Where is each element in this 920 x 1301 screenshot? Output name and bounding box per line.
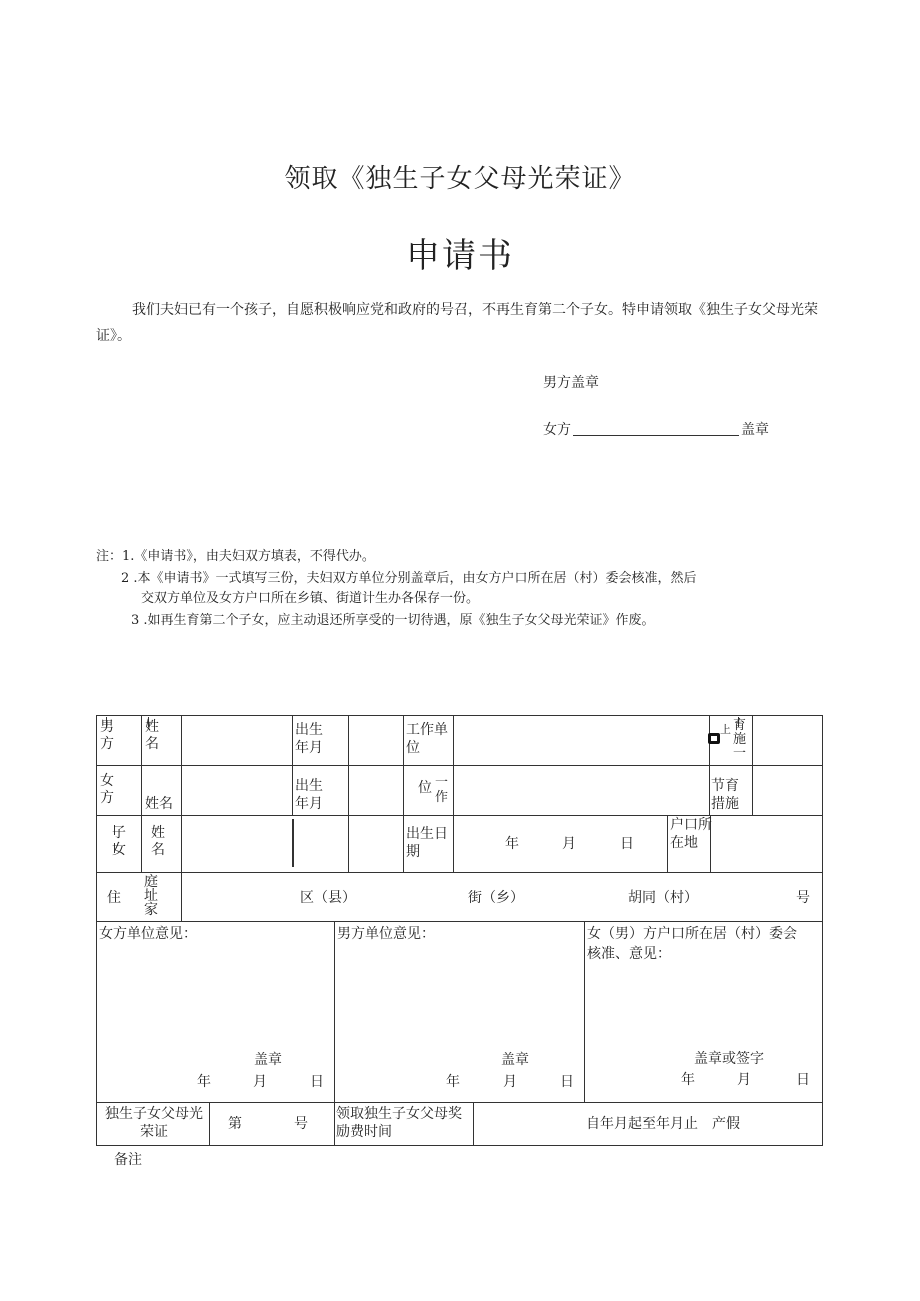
table-rule — [96, 921, 823, 922]
male-work-label: 工作单位 — [406, 722, 448, 756]
table-rule — [709, 715, 710, 815]
female-party-label: 女方 — [100, 773, 114, 806]
cert-number-prefix: 第 — [228, 1116, 242, 1132]
male-birth-label: 出生年月 — [295, 722, 323, 756]
table-rule — [141, 715, 142, 872]
male-party-label: 男方 — [100, 719, 114, 752]
table-border — [96, 1145, 823, 1146]
table-rule — [334, 921, 335, 1146]
note-2-cont: 交双方单位及女方户口所在乡镇、街道计生办各保存一份。 — [141, 591, 480, 606]
male-name-label: 姓名 — [145, 719, 159, 752]
female-birth-label: 出生年月 — [295, 778, 323, 812]
table-border — [96, 715, 823, 716]
table-border — [96, 715, 97, 1146]
reward-time-label: 领取独生子女父母奖励费时间 — [336, 1106, 462, 1140]
child-birth-year: 年 — [505, 836, 519, 852]
committee-seal-or-sign: 盖章或签字 — [694, 1051, 764, 1067]
female-seal-line — [543, 419, 769, 439]
table-rule — [348, 715, 349, 872]
committee-opinion-label: 女（男）方户口所在居（村）委会 — [587, 926, 797, 942]
address-label-a: 住 — [107, 890, 121, 906]
table-rule — [96, 765, 823, 766]
male-unit-seal: 盖章 — [501, 1052, 529, 1068]
female-work-label-a: 位 — [418, 780, 432, 796]
female-unit-month: 月 — [253, 1074, 267, 1090]
address-label-b: 庭址家 — [144, 874, 158, 918]
table-rule — [473, 1102, 474, 1146]
male-unit-month: 月 — [503, 1074, 517, 1090]
reward-period: 自年月起至年月止 — [586, 1116, 698, 1132]
address-number: 号 — [796, 890, 810, 906]
scan-tick — [292, 819, 294, 867]
child-birth-day: 日 — [620, 836, 634, 852]
table-rule — [181, 715, 182, 921]
committee-month: 月 — [737, 1072, 751, 1088]
application-paragraph: 我们夫妇已有一个孩子，自愿积极响应党和政府的号召，不再生育第二个子女。特申请领取《独生子女父母光荣证》。 — [96, 302, 818, 344]
table-rule — [96, 872, 823, 873]
male-measure-label: 育施一 — [733, 718, 747, 761]
female-work-label-b: 一作 — [435, 775, 449, 805]
table-rule — [667, 815, 668, 872]
male-seal-label: 男方盖章 — [543, 375, 599, 391]
committee-year: 年 — [681, 1072, 695, 1088]
form-title: 领取《独生子女父母光荣证》 — [284, 164, 636, 194]
cert-number-suffix: 号 — [294, 1116, 308, 1132]
child-birth-month: 月 — [562, 836, 576, 852]
application-table — [96, 715, 823, 1146]
table-rule — [292, 715, 293, 815]
table-rule — [209, 1102, 210, 1146]
child-party-label: 子女 — [112, 825, 126, 858]
male-unit-day: 日 — [560, 1074, 574, 1090]
female-seal-prefix: 女方 — [543, 422, 571, 438]
address-hutong: 胡同（村） — [628, 890, 698, 906]
child-name-label: 姓名 — [151, 825, 165, 858]
note-3: 3 .如再生育第二个子女，应主动退还所享受的一切待遇，原《独生子女父母光荣证》作废。 — [131, 613, 655, 628]
committee-opinion-label-2: 核准、意见： — [587, 946, 671, 962]
table-rule — [752, 715, 753, 815]
address-district: 区（县） — [300, 890, 356, 906]
table-rule — [584, 921, 585, 1102]
note-1: 注：1.《申请书》，由夫妇双方填表，不得代办。 — [96, 549, 375, 564]
male-unit-year: 年 — [446, 1074, 460, 1090]
remark-label: 备注 — [114, 1152, 142, 1168]
hukou-label: 户口所在地 — [670, 817, 712, 851]
female-unit-year: 年 — [197, 1074, 211, 1090]
cert-label: 独生子女父母光荣证 — [105, 1106, 203, 1140]
table-border — [822, 715, 823, 1146]
address-street: 街（乡） — [468, 890, 524, 906]
female-unit-opinion-label: 女方单位意见： — [99, 926, 197, 942]
ink-mark-icon — [708, 733, 720, 744]
table-rule — [96, 1102, 823, 1103]
table-rule — [403, 715, 404, 872]
female-unit-seal: 盖章 — [254, 1052, 282, 1068]
female-seal-suffix: 盖章 — [741, 422, 769, 438]
male-measure-mark: 上 — [720, 723, 731, 736]
table-rule — [96, 815, 823, 816]
committee-day: 日 — [796, 1072, 810, 1088]
female-name-label: 姓名 — [145, 796, 173, 812]
female-measure-label: 节育措施 — [711, 778, 739, 812]
child-birth-label: 出生日期 — [406, 826, 448, 860]
male-unit-opinion-label: 男方单位意见： — [337, 926, 435, 942]
female-signature-field[interactable] — [573, 421, 739, 436]
note-2: 2 .本《申请书》一式填写三份，夫妇双方单位分别盖章后，由女方户口所在居（村）委会核准，然后 — [121, 571, 697, 586]
table-rule — [453, 715, 454, 872]
female-unit-day: 日 — [310, 1074, 324, 1090]
form-subtitle: 申请书 — [406, 236, 514, 276]
maternity-leave-label: 产假 — [712, 1116, 740, 1132]
